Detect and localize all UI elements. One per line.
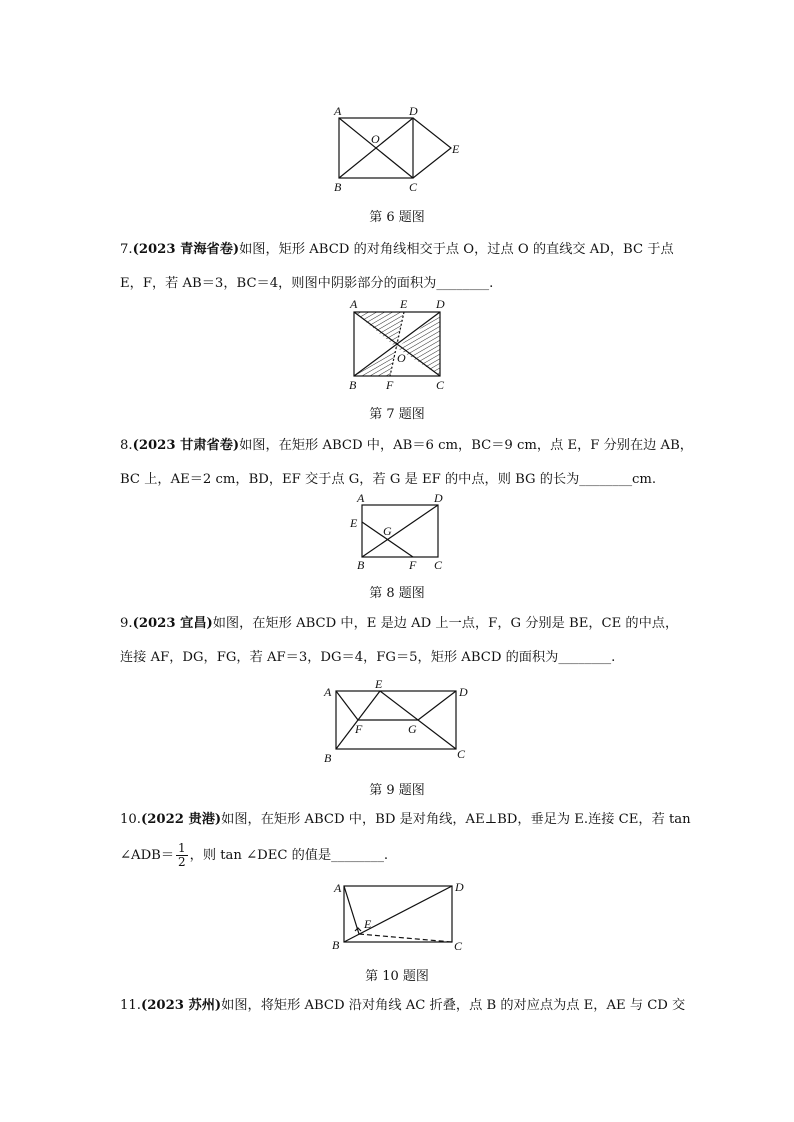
label-O: O bbox=[371, 132, 380, 146]
problem-9-line2: 连接 AF，DG，FG，若 AF＝3，DG＝4，FG＝5，矩形 ABCD 的面积为________. bbox=[120, 650, 616, 665]
figure-7-caption: 第 7 题图 bbox=[369, 407, 425, 422]
label-G: G bbox=[408, 722, 417, 736]
label-C: C bbox=[436, 378, 445, 392]
problem-8-source: (2023 甘肃省卷) bbox=[132, 438, 240, 453]
label-A: A bbox=[357, 491, 365, 505]
figure-9 bbox=[318, 676, 478, 770]
figure-10 bbox=[322, 876, 472, 956]
figure-10-caption: 第 10 题图 bbox=[365, 969, 429, 984]
problem-11-text1: 如图，将矩形 ABCD 沿对角线 AC 折叠，点 B 的对应点为点 E，AE 与 CD 交 bbox=[221, 998, 686, 1013]
problem-7-line2: E，F，若 AB＝3，BC＝4，则图中阴影部分的面积为________. bbox=[120, 276, 494, 291]
label-A: A bbox=[334, 104, 342, 118]
problem-8-text1: 如图，在矩形 ABCD 中，AB＝6 cm，BC＝9 cm，点 E，F 分别在边 AB， bbox=[239, 438, 693, 453]
problem-7-number: 7. bbox=[120, 242, 133, 257]
figure-8 bbox=[345, 490, 455, 572]
problem-9-line1 bbox=[120, 610, 680, 638]
label-D: D bbox=[455, 880, 464, 894]
label-C: C bbox=[454, 939, 463, 953]
label-C: C bbox=[409, 180, 418, 194]
label-E: E bbox=[375, 677, 383, 691]
problem-10-line2 bbox=[120, 842, 388, 869]
problem-11-number: 11. bbox=[120, 998, 141, 1013]
problem-9-number: 9. bbox=[120, 616, 133, 631]
problem-8-number: 8. bbox=[120, 438, 133, 453]
problem-11-line1 bbox=[120, 992, 686, 1020]
problem-8-line1 bbox=[120, 432, 693, 460]
label-B: B bbox=[349, 378, 357, 392]
label-A: A bbox=[324, 685, 332, 699]
label-A: A bbox=[350, 297, 358, 311]
problem-8-line2: BC 上，AE＝2 cm，BD，EF 交于点 G，若 G 是 EF 的中点，则 BG 的长为________cm. bbox=[120, 472, 657, 487]
label-C: C bbox=[457, 747, 466, 761]
figure-6-caption: 第 6 题图 bbox=[369, 210, 425, 225]
label-B: B bbox=[324, 751, 332, 765]
label-E: E bbox=[364, 917, 372, 931]
fraction-numerator: 1 bbox=[178, 841, 186, 855]
problem-10-angle: ∠ADB＝ bbox=[120, 848, 175, 863]
figure-8-caption: 第 8 题图 bbox=[369, 586, 425, 601]
problem-7-line1 bbox=[120, 236, 680, 264]
figure-9-caption: 第 9 题图 bbox=[369, 783, 425, 798]
label-E: E bbox=[350, 516, 358, 530]
label-B: B bbox=[357, 558, 365, 572]
label-D: D bbox=[436, 297, 445, 311]
label-D: D bbox=[409, 104, 418, 118]
label-F: F bbox=[386, 378, 394, 392]
fraction-denominator: 2 bbox=[178, 855, 186, 869]
label-B: B bbox=[332, 938, 340, 952]
label-B: B bbox=[334, 180, 342, 194]
problem-10-line1 bbox=[120, 806, 691, 834]
label-D: D bbox=[434, 491, 443, 505]
problem-10-text1: 如图，在矩形 ABCD 中，BD 是对角线，AE⊥BD，垂足为 E.连接 CE，若 tan bbox=[221, 812, 691, 827]
label-D: D bbox=[459, 685, 468, 699]
label-E: E bbox=[452, 142, 460, 156]
label-E: E bbox=[400, 297, 408, 311]
problem-10-source: (2022 贵港) bbox=[140, 812, 222, 827]
problem-10-number: 10. bbox=[120, 812, 141, 827]
label-G: G bbox=[383, 524, 392, 538]
label-F: F bbox=[409, 558, 417, 572]
problem-11-source: (2023 苏州) bbox=[140, 998, 222, 1013]
problem-7-text1: 如图，矩形 ABCD 的对角线相交于点 O，过点 O 的直线交 AD，BC 于点 bbox=[239, 242, 674, 257]
problem-9-text1: 如图，在矩形 ABCD 中，E 是边 AD 上一点，F，G 分别是 BE，CE 的中点， bbox=[212, 616, 679, 631]
label-C: C bbox=[434, 558, 443, 572]
label-O: O bbox=[397, 351, 406, 365]
figure-7 bbox=[340, 296, 460, 396]
problem-7-source: (2023 青海省卷) bbox=[132, 242, 240, 257]
label-F: F bbox=[355, 722, 363, 736]
problem-10-text2: ，则 tan ∠DEC 的值是________. bbox=[189, 848, 389, 863]
figure-6 bbox=[320, 98, 470, 198]
problem-9-source: (2023 宜昌) bbox=[132, 616, 213, 631]
fraction-one-half bbox=[176, 842, 188, 869]
label-A: A bbox=[334, 881, 342, 895]
